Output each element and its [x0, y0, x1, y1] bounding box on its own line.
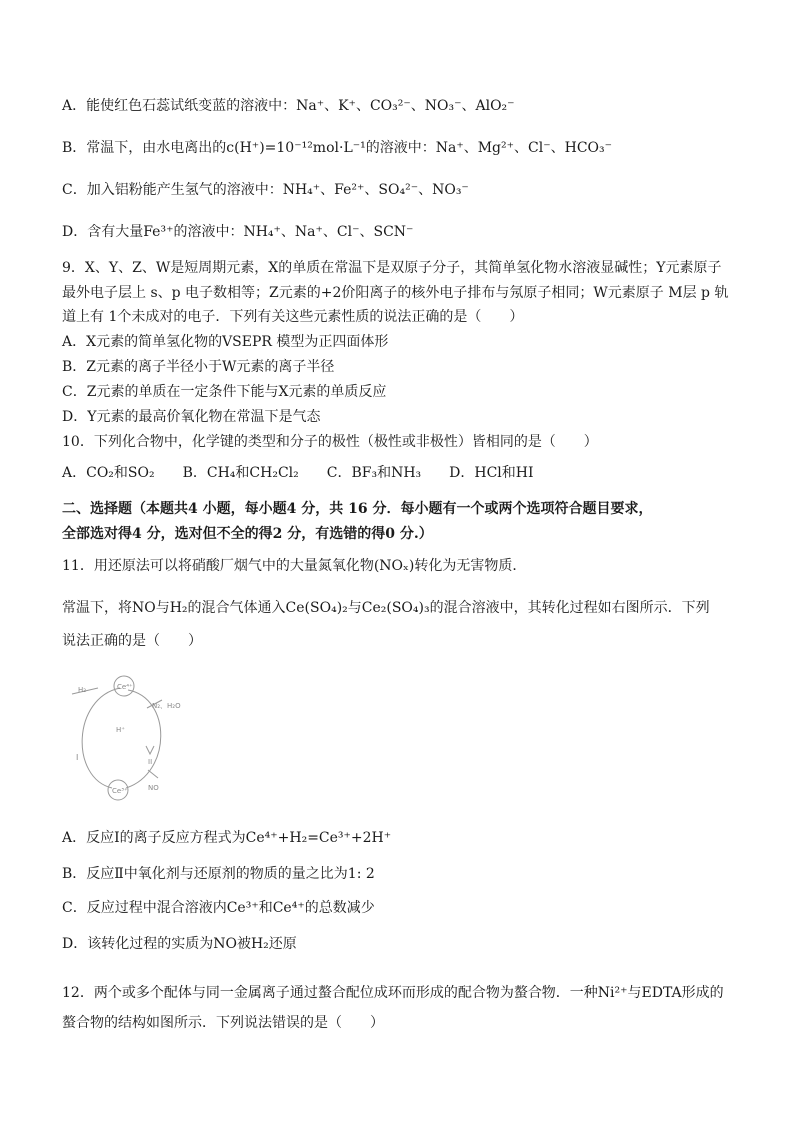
question-12-line2: 螯合物的结构如图所示．下列说法错误的是（ ）: [62, 1015, 384, 1031]
question-10: 10．下列化合物中，化学键的类型和分子的极性（极性或非极性）皆相同的是（ ）: [62, 434, 598, 450]
diagram-ce4-label: Ce⁴⁺: [117, 683, 133, 691]
option-c-q11: C．反应过程中混合溶液内Ce³⁺和Ce⁴⁺的总数减少: [62, 900, 375, 916]
diagram-roman-2-label: II: [148, 758, 153, 766]
option-b-q8: B．常温下，由水电离出的c(H⁺)=10⁻¹²mol·L⁻¹的溶液中：Na⁺、Mg²⁺、Cl⁻、HCO₃⁻: [62, 140, 613, 156]
diagram-n2h2o-label: N₂、H₂O: [152, 702, 181, 710]
question-9-line2: 最外电子层上 s、p 电子数相等；Z元素的+2价阳离子的核外电子排布与氖原子相同；W元素原子 M层 p 轨: [62, 285, 729, 301]
option-c-q9: C．Z元素的单质在一定条件下能与X元素的单质反应: [62, 384, 387, 400]
option-d-q9: D．Y元素的最高价氧化物在常温下是气态: [62, 409, 321, 425]
question-12-line1: 12．两个或多个配体与同一金属离子通过螯合配位成环而形成的配合物为螯合物．一种Ni²⁺与EDTA形成的: [62, 985, 724, 1001]
section-2-heading-line2: 全部选对得4 分，选对但不全的得2 分，有选错的得0 分.）: [62, 526, 433, 542]
option-d-q11: D．该转化过程的实质为NO被H₂还原: [62, 936, 297, 952]
option-b-q9: B．Z元素的离子半径小于W元素的离子半径: [62, 359, 335, 375]
diagram-hplus-label: H⁺: [116, 726, 125, 734]
question-9-line3: 道上有 1个未成对的电子．下列有关这些元素性质的说法正确的是（ ）: [62, 309, 524, 325]
options-q10: A．CO₂和SO₂ B．CH₄和CH₂Cl₂ C．BF₃和NH₃ D．HCl和HI: [62, 465, 534, 481]
question-11-line3: 说法正确的是（ ）: [62, 633, 202, 649]
diagram-no-label: NO: [148, 784, 159, 792]
question-9-line1: 9．X、Y、Z、W是短周期元素，X的单质在常温下是双原子分子，其简单氢化物水溶液显碱性；Y元素原子: [62, 260, 722, 276]
option-a-q9: A．X元素的简单氢化物的VSEPR 模型为正四面体形: [62, 334, 389, 350]
diagram-roman-1-label: I: [76, 753, 79, 762]
option-a-q8: A．能使红色石蕊试纸变蓝的溶液中：Na⁺、K⁺、CO₃²⁻、NO₃⁻、AlO₂⁻: [62, 98, 515, 114]
option-b-q11: B．反应Ⅱ中氧化剂与还原剂的物质的量之比为1: 2: [62, 866, 375, 882]
question-11-line1: 11．用还原法可以将硝酸厂烟气中的大量氮氧化物(NOₓ)转化为无害物质．: [62, 558, 527, 574]
diagram-h2-label: H₂: [78, 686, 87, 694]
diagram-ce3-label: Ce³⁺: [112, 787, 128, 795]
section-2-heading-line1: 二、选择题（本题共4 小题，每小题4 分，共 16 分．每小题有一个或两个选项符合题目要求，: [62, 501, 653, 517]
option-d-q8: D．含有大量Fe³⁺的溶液中：NH₄⁺、Na⁺、Cl⁻、SCN⁻: [62, 224, 414, 240]
option-a-q11: A．反应Ⅰ的离子反应方程式为Ce⁴⁺+H₂=Ce³⁺+2H⁺: [62, 830, 392, 846]
option-c-q8: C．加入铝粉能产生氢气的溶液中：NH₄⁺、Fe²⁺、SO₄²⁻、NO₃⁻: [62, 182, 469, 198]
ce-conversion-cycle-diagram: [62, 668, 192, 808]
question-11-line2: 常温下，将NO与H₂的混合气体通入Ce(SO₄)₂与Ce₂(SO₄)₃的混合溶液中，其转化过程如右图所示．下列: [62, 600, 710, 616]
